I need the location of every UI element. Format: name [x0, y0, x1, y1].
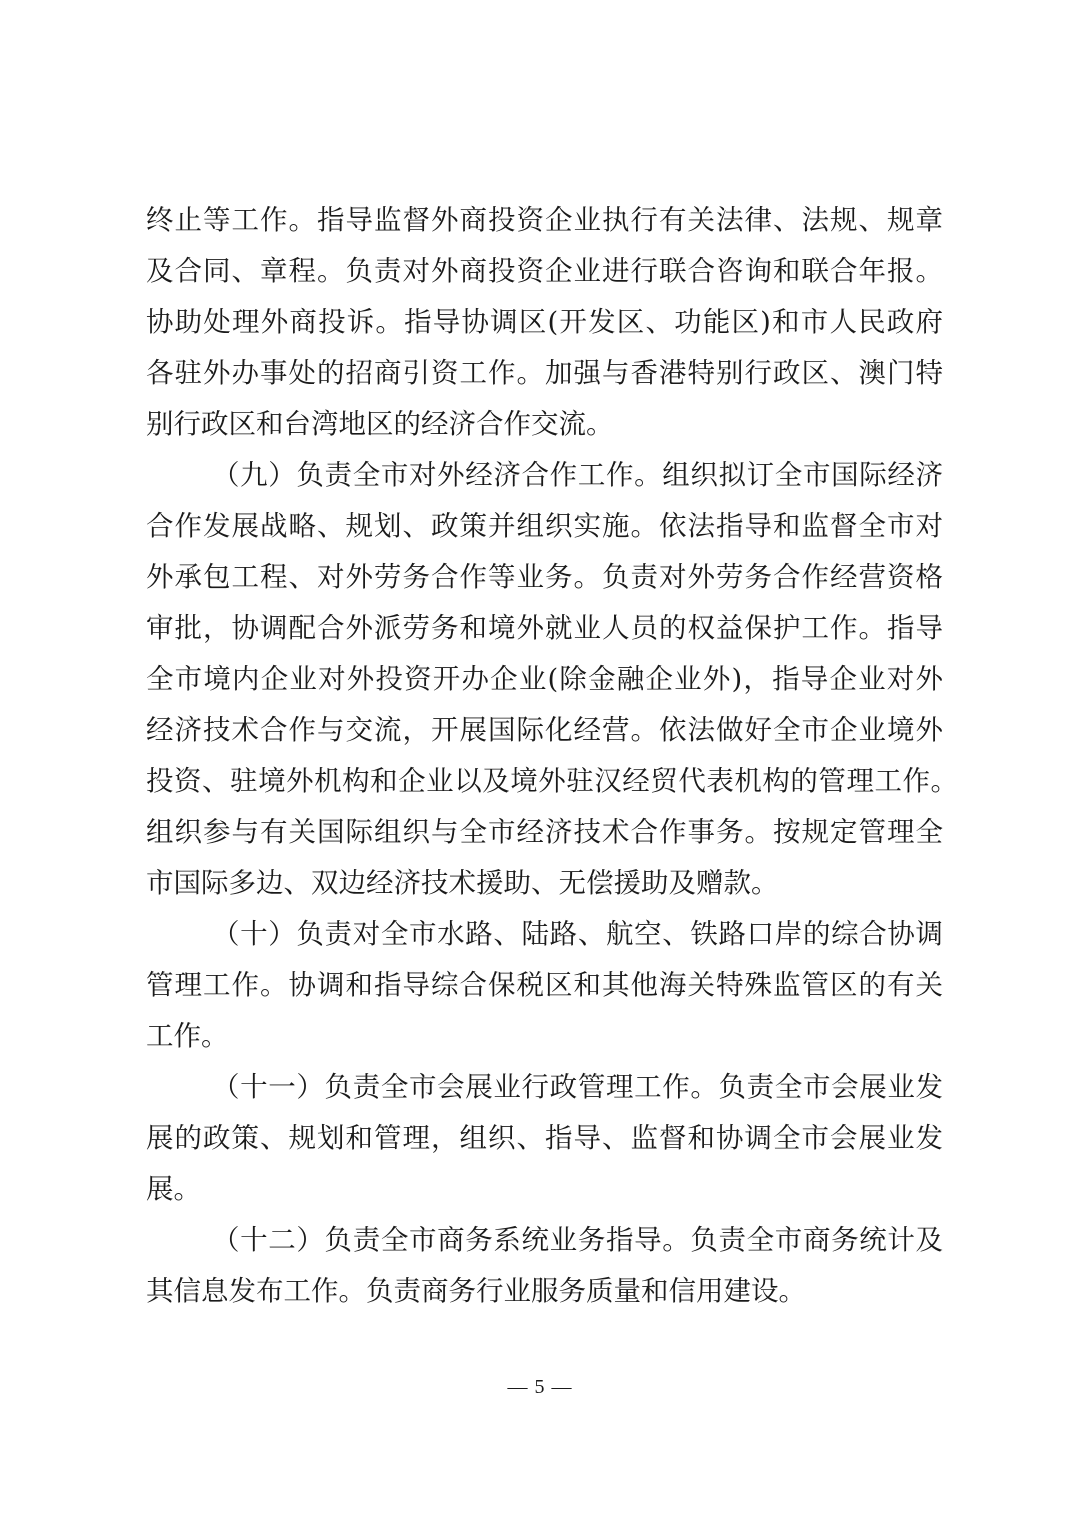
paragraph-line: 其信息发布工作。负责商务行业服务质量和信用建设。: [146, 1275, 806, 1307]
paragraph-line: （十）负责对全市水路、陆路、航空、铁路口岸的综合协调: [212, 918, 943, 950]
paragraph-line: 工作。: [146, 1020, 229, 1052]
paragraph-line: 投资、驻境外机构和企业以及境外驻汉经贸代表机构的管理工作。: [146, 765, 958, 797]
paragraph-line: 及合同、章程。负责对外商投资企业进行联合咨询和联合年报。: [146, 255, 943, 287]
paragraph-line: 各驻外办事处的招商引资工作。加强与香港特别行政区、澳门特: [146, 357, 943, 389]
page-number: — 5 —: [507, 1376, 573, 1398]
paragraph-line: 组织参与有关国际组织与全市经济技术合作事务。按规定管理全: [146, 816, 943, 848]
paragraph-line: 展。: [146, 1173, 201, 1205]
paragraph-line: 市国际多边、双边经济技术援助、无偿援助及赠款。: [146, 867, 779, 899]
paragraph-line: 外承包工程、对外劳务合作等业务。负责对外劳务合作经营资格: [146, 561, 943, 593]
paragraph-line: 全市境内企业对外投资开办企业(除金融企业外)，指导企业对外: [146, 663, 943, 695]
paragraph-line: 展的政策、规划和管理，组织、指导、监督和协调全市会展业发: [146, 1122, 943, 1154]
paragraph-line: 管理工作。协调和指导综合保税区和其他海关特殊监管区的有关: [146, 969, 943, 1001]
paragraph-line: 终止等工作。指导监督外商投资企业执行有关法律、法规、规章: [146, 204, 943, 236]
paragraph-line: 合作发展战略、规划、政策并组织实施。依法指导和监督全市对: [146, 510, 943, 542]
paragraph-line: 协助处理外商投诉。指导协调区(开发区、功能区)和市人民政府: [146, 306, 943, 338]
paragraph-line: （十二）负责全市商务系统业务指导。负责全市商务统计及: [212, 1224, 943, 1256]
paragraph-line: 经济技术合作与交流，开展国际化经营。依法做好全市企业境外: [146, 714, 943, 746]
paragraph-line: 审批，协调配合外派劳务和境外就业人员的权益保护工作。指导: [146, 612, 943, 644]
paragraph-line: （十一）负责全市会展业行政管理工作。负责全市会展业发: [212, 1071, 943, 1103]
paragraph-line: （九）负责全市对外经济合作工作。组织拟订全市国际经济: [212, 459, 943, 491]
paragraph-line: 别行政区和台湾地区的经济合作交流。: [146, 408, 614, 440]
